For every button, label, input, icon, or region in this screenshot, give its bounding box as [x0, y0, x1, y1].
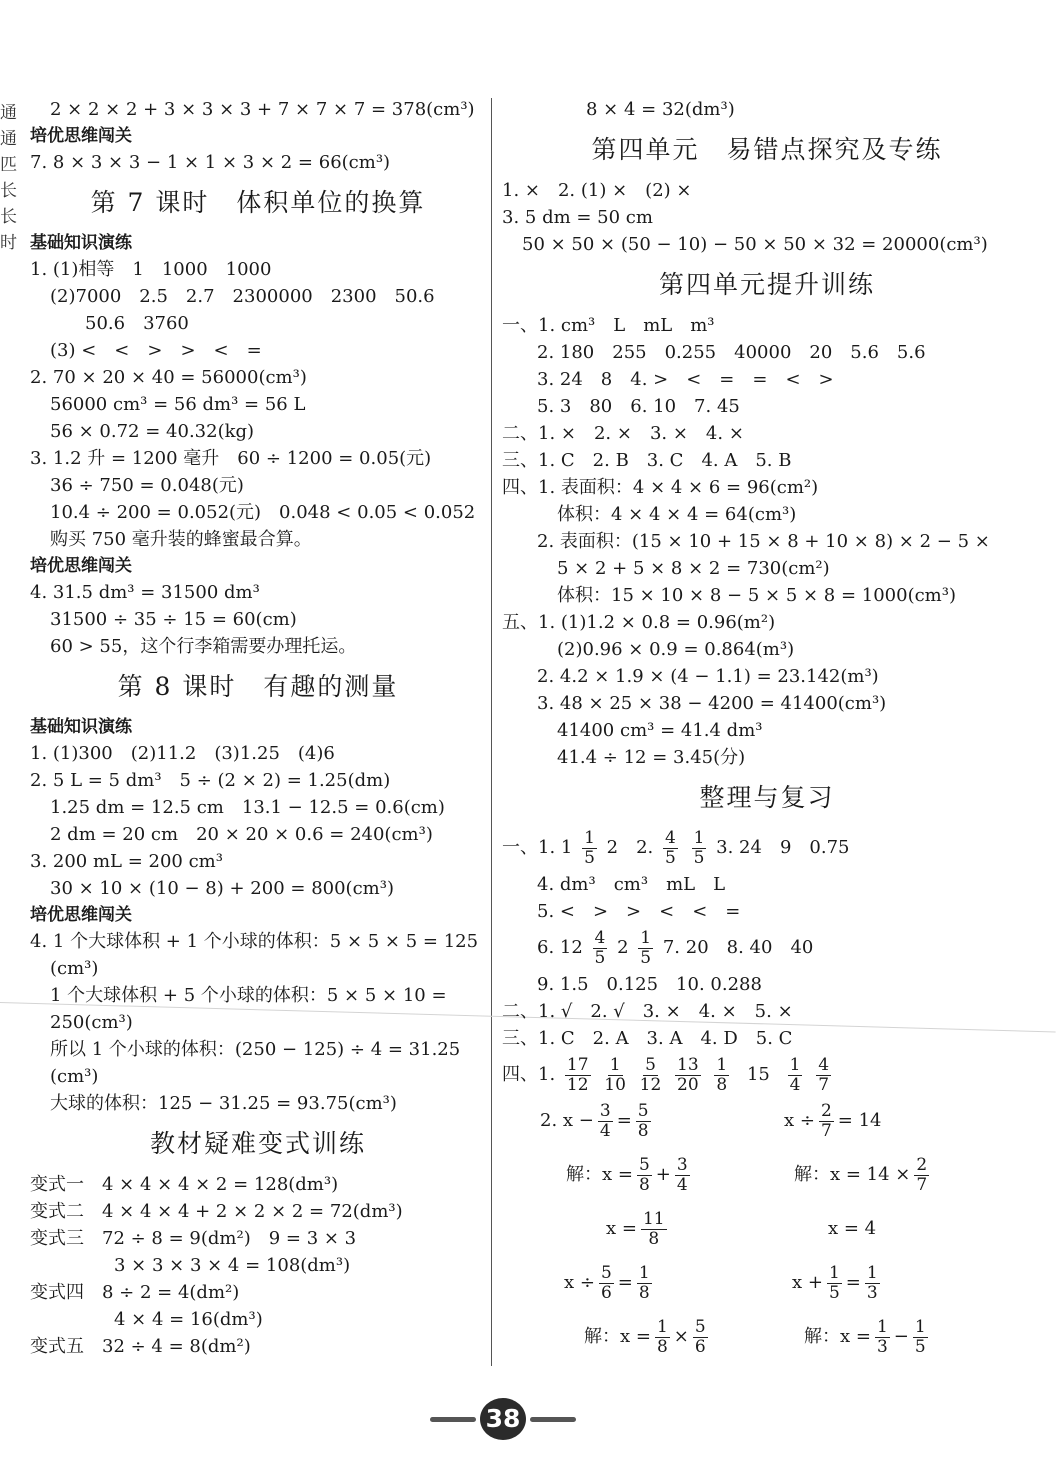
section-heading: 第 7 课时 体积单位的换算: [90, 188, 426, 217]
review-row-1: [502, 825, 1032, 871]
ornament-left: [430, 1417, 476, 1422]
review-answers: [502, 825, 1032, 1360]
denominator: 4: [599, 1120, 611, 1141]
eq-text: −: [893, 1326, 909, 1347]
page-number: 38: [480, 1398, 526, 1440]
review-row-7: 三、1. C 2. A 3. A 4. D 5. C: [502, 1028, 793, 1049]
answer-line: 2. 表面积：(15 × 10 + 15 × 8 + 10 × 8) × 2 − 5 ×: [537, 531, 990, 552]
numerator: 5: [638, 1154, 650, 1175]
answer-line: 3. 48 × 25 × 38 − 4200 = 41400(cm³): [537, 693, 887, 714]
section-heading: 教材疑难变式训练: [149, 1129, 366, 1158]
equation-right: x = 4: [828, 1218, 877, 1239]
answer-line: 2. 5 L = 5 dm³ 5 ÷ (2 × 2) = 1.25(dm): [30, 770, 391, 791]
answer-line: 8 × 4 = 32(dm³): [586, 99, 735, 120]
denominator: 7: [820, 1120, 832, 1141]
fraction: [693, 1318, 708, 1357]
fraction: [582, 829, 597, 868]
fraction: [675, 1156, 690, 1195]
equation-left: [564, 1260, 656, 1306]
answer-line: 二、1. × 2. × 3. × 4. ×: [502, 423, 744, 444]
answer-line: 1.25 dm = 12.5 cm 13.1 − 12.5 = 0.6(cm): [50, 797, 445, 818]
answer-line: 41.4 ÷ 12 = 3.45(分): [557, 747, 746, 768]
answer-line: 体积：4 × 4 × 4 = 64(cm³): [557, 504, 797, 525]
answer-line: 3. 200 mL = 200 cm³: [30, 851, 223, 872]
numerator: 1: [828, 1262, 840, 1283]
review-row-6: 二、1. √ 2. √ 3. × 4. × 5. ×: [502, 1001, 793, 1022]
answer-line: 3. 1.2 升 = 1200 毫升 60 ÷ 1200 = 0.05(元): [30, 448, 432, 469]
eq-text: ×: [673, 1326, 689, 1347]
numerator: 2: [916, 1154, 928, 1175]
review-row-4: [502, 925, 1032, 971]
answer-line: 变式四 8 ÷ 2 = 4(dm²): [30, 1282, 240, 1303]
numerator: 1: [656, 1316, 668, 1337]
equation-row-1: [502, 1098, 1032, 1144]
answer-line: 10.4 ÷ 200 = 0.052(元) 0.048 < 0.05 < 0.052: [50, 502, 476, 523]
answer-text: 3. 24 9 0.75: [716, 837, 850, 858]
answer-line: 4. 1 个大球体积 + 1 个小球的体积：5 × 5 × 5 = 125: [30, 931, 479, 952]
equation-left: [584, 1314, 712, 1360]
denominator: 8: [656, 1336, 668, 1357]
eq-text: =: [845, 1272, 861, 1293]
eq-text: x ÷: [784, 1110, 815, 1131]
answer-line: 1 个大球体积 + 5 个小球的体积：5 × 5 × 10 =: [50, 985, 447, 1006]
answer-line: 大球的体积：125 − 31.25 = 93.75(cm³): [50, 1093, 397, 1114]
denominator: 4: [789, 1074, 801, 1095]
numerator: 1: [914, 1316, 926, 1337]
equation-row-5: [502, 1314, 1032, 1360]
answer-line: 2. 180 255 0.255 40000 20 5.6 5.6: [537, 342, 926, 363]
equation-left: [540, 1098, 655, 1144]
fraction: [565, 1056, 591, 1095]
equation-right: [794, 1152, 933, 1198]
answer-line: 所以 1 个小球的体积：(250 − 125) ÷ 4 = 31.25: [50, 1039, 461, 1060]
denominator: 5: [594, 947, 606, 968]
answer-line: 2 × 2 × 2 + 3 × 3 × 3 + 7 × 7 × 7 = 378(cm³): [50, 99, 475, 120]
equation-row-4: [502, 1260, 1032, 1306]
eq-text: +: [655, 1164, 671, 1185]
numerator: 1: [866, 1262, 878, 1283]
answer-text: 15: [746, 1064, 770, 1085]
numerator: 4: [665, 827, 676, 848]
section-heading: 第 8 课时 有趣的测量: [117, 672, 399, 701]
answer-line: 体积：15 × 10 × 8 − 5 × 5 × 8 = 1000(cm³): [557, 585, 956, 606]
answer-line: 1. (1)相等 1 1000 1000: [30, 259, 272, 280]
review-row-3: 5. < > > < < =: [537, 901, 741, 922]
answer-line: 5. 3 80 6. 10 7. 45: [537, 396, 740, 417]
answer-line: 50 × 50 × (50 − 10) − 50 × 50 × 32 = 20000(cm³): [522, 234, 988, 255]
subsection-label: 培优思维闯关: [30, 556, 132, 576]
right-column: [502, 96, 1032, 1360]
answer-line: 变式二 4 × 4 × 4 + 2 × 2 × 2 = 72(dm³): [30, 1201, 403, 1222]
eq-text: 2. x −: [540, 1110, 594, 1131]
section-heading: 第四单元 易错点探究及专练: [591, 135, 943, 164]
answer-line: 3. 24 8 4. > < = = < >: [537, 369, 834, 390]
fraction: [655, 1318, 670, 1357]
denominator: 5: [828, 1282, 840, 1303]
ornament-right: [530, 1417, 576, 1422]
fraction: [638, 929, 653, 968]
denominator: 8: [638, 1282, 650, 1303]
subsection-label: 培优思维闯关: [30, 126, 132, 146]
answer-line: 31500 ÷ 35 ÷ 15 = 60(cm): [50, 609, 297, 630]
answer-line: 购买 750 毫升装的蜂蜜最合算。: [50, 529, 312, 550]
fraction: [641, 1210, 667, 1249]
answer-line: 1. × 2. (1) × (2) ×: [502, 180, 692, 201]
answer-text: 一、1. 1: [502, 837, 573, 858]
answer-line: 2. 4.2 × 1.9 × (4 − 1.1) = 23.142(m³): [537, 666, 879, 687]
fraction: [875, 1318, 890, 1357]
eq-text: =: [617, 1272, 633, 1293]
answer-line: (cm³): [50, 1066, 99, 1087]
eq-text: = 14: [837, 1110, 882, 1131]
fraction: [914, 1156, 929, 1195]
answer-line: 4 × 4 = 16(dm³): [114, 1309, 263, 1330]
fraction: [816, 1056, 831, 1095]
fraction: [637, 1156, 652, 1195]
denominator: 12: [639, 1074, 662, 1095]
numerator: 5: [694, 1316, 706, 1337]
answer-text: 2: [617, 937, 629, 958]
fraction: [714, 1056, 729, 1095]
denominator: 5: [693, 847, 705, 868]
numerator: 17: [566, 1054, 589, 1075]
answer-line: (3) < < > > < =: [50, 340, 262, 361]
answer-line: (2)0.96 × 0.9 = 0.864(m³): [557, 639, 795, 660]
section-heading: 第四单元提升训练: [658, 270, 875, 299]
eq-text: 解：x =: [804, 1326, 871, 1347]
answer-line: (cm³): [50, 958, 99, 979]
fraction: [604, 1056, 626, 1095]
eq-text: 解：x =: [584, 1326, 651, 1347]
numerator: 5: [637, 1100, 649, 1121]
numerator: 5: [600, 1262, 612, 1283]
answer-text: 2 2.: [606, 837, 654, 858]
answer-line: 三、1. C 2. B 3. C 4. A 5. B: [502, 450, 792, 471]
answer-line: 2. 70 × 20 × 40 = 56000(cm³): [30, 367, 307, 388]
numerator: 3: [676, 1154, 688, 1175]
column-divider: [491, 98, 492, 1366]
fraction: [788, 1056, 803, 1095]
denominator: 10: [604, 1074, 626, 1095]
numerator: 5: [645, 1054, 656, 1075]
numerator: 3: [599, 1100, 611, 1121]
answer-line: 变式一 4 × 4 × 4 × 2 = 128(dm³): [30, 1174, 339, 1195]
answer-text: 7. 20 8. 40 40: [662, 937, 814, 958]
denominator: 5: [640, 947, 652, 968]
eq-text: x +: [792, 1272, 823, 1293]
denominator: 5: [665, 847, 676, 868]
eq-text: 解：x =: [566, 1164, 633, 1185]
fraction: [636, 1102, 651, 1141]
denominator: 12: [566, 1074, 589, 1095]
answer-line: 7. 8 × 3 × 3 − 1 × 1 × 3 × 2 = 66(cm³): [30, 152, 391, 173]
numerator: 1: [638, 1262, 650, 1283]
fraction: [593, 929, 608, 968]
numerator: 11: [642, 1208, 665, 1229]
review-row-5: 9. 1.5 0.125 10. 0.288: [537, 974, 762, 995]
denominator: 8: [638, 1174, 650, 1195]
review-row-8: [502, 1052, 1032, 1098]
numerator: 1: [789, 1054, 801, 1075]
answer-line: 3. 5 dm = 50 cm: [502, 207, 653, 228]
fraction: [675, 1056, 701, 1095]
answer-line: 2 dm = 20 cm 20 × 20 × 0.6 = 240(cm³): [50, 824, 433, 845]
numerator: 1: [609, 1054, 621, 1075]
equation-right: [804, 1314, 932, 1360]
answer-line: 56000 cm³ = 56 dm³ = 56 L: [50, 394, 306, 415]
numerator: 1: [584, 827, 595, 848]
denominator: 7: [818, 1074, 830, 1095]
answer-line: 41400 cm³ = 41.4 dm³: [557, 720, 763, 741]
eq-text: x =: [606, 1218, 637, 1239]
subsection-label: 基础知识演练: [30, 717, 132, 737]
equation-right: [784, 1098, 882, 1144]
fraction: [865, 1264, 880, 1303]
answer-line: 36 ÷ 750 = 0.048(元): [50, 475, 244, 496]
subsection-label: 培优思维闯关: [30, 905, 132, 925]
answer-text: 6. 12: [537, 937, 583, 958]
right-column-text: [502, 96, 1032, 825]
fraction: [819, 1102, 834, 1141]
answer-line: 变式三 72 ÷ 8 = 9(dm²) 9 = 3 × 3: [30, 1228, 357, 1249]
equation-row-3: [502, 1206, 1032, 1252]
denominator: 3: [876, 1336, 888, 1357]
answer-line: 3 × 3 × 3 × 4 = 108(dm³): [114, 1255, 351, 1276]
denominator: 5: [584, 847, 595, 868]
numerator: 4: [594, 927, 606, 948]
numerator: 4: [818, 1054, 830, 1075]
denominator: 20: [677, 1074, 699, 1095]
answer-line: 五、1. (1)1.2 × 0.8 = 0.96(m²): [502, 612, 776, 633]
fraction: [640, 1056, 662, 1095]
answer-line: 56 × 0.72 = 40.32(kg): [50, 421, 255, 442]
denominator: 8: [716, 1074, 728, 1095]
answer-text: 四、1.: [502, 1064, 556, 1085]
numerator: 1: [693, 827, 705, 848]
answer-line: 一、1. cm³ L mL m³: [502, 315, 715, 336]
answer-line: 50.6 3760: [85, 313, 189, 334]
denominator: 7: [916, 1174, 928, 1195]
answer-line: 250(cm³): [50, 1012, 133, 1033]
answer-line: 30 × 10 × (10 − 8) + 200 = 800(cm³): [50, 878, 394, 899]
denominator: 8: [648, 1228, 660, 1249]
answer-line: (2)7000 2.5 2.7 2300000 2300 50.6: [50, 286, 435, 307]
answer-line: 变式五 32 ÷ 4 = 8(dm²): [30, 1336, 251, 1357]
answer-line: 5 × 2 + 5 × 8 × 2 = 730(cm²): [557, 558, 830, 579]
numerator: 1: [876, 1316, 888, 1337]
answer-line: 1. (1)300 (2)11.2 (3)1.25 (4)6: [30, 743, 335, 764]
subsection-label: 基础知识演练: [30, 233, 132, 253]
review-row-2: 4. dm³ cm³ mL L: [537, 874, 726, 895]
fraction: [827, 1264, 842, 1303]
eq-text: =: [616, 1110, 632, 1131]
adjacent-page-fragment: 通 通 匹 长 长 时: [0, 103, 17, 253]
equation-left: [566, 1152, 694, 1198]
equation-row-2: [502, 1152, 1032, 1198]
answer-line: 4. 31.5 dm³ = 31500 dm³: [30, 582, 260, 603]
fraction: [692, 829, 707, 868]
numerator: 1: [716, 1054, 728, 1075]
denominator: 5: [914, 1336, 926, 1357]
equation-left: [606, 1206, 671, 1252]
fraction: [598, 1102, 613, 1141]
numerator: 13: [677, 1054, 699, 1075]
numerator: 2: [820, 1100, 832, 1121]
numerator: 1: [640, 927, 652, 948]
fraction: [663, 829, 678, 868]
section-heading: 整理与复习: [699, 783, 835, 812]
fraction: [913, 1318, 928, 1357]
answer-line: 60 > 55，这个行李箱需要办理托运。: [50, 636, 357, 657]
denominator: 3: [866, 1282, 878, 1303]
denominator: 6: [694, 1336, 706, 1357]
answer-line: 四、1. 表面积：4 × 4 × 6 = 96(cm²): [502, 477, 819, 498]
eq-text: x ÷: [564, 1272, 595, 1293]
fraction: [599, 1264, 614, 1303]
denominator: 6: [600, 1282, 612, 1303]
equation-right: [792, 1260, 884, 1306]
left-column: [30, 96, 486, 1360]
eq-text: 解：x = 14 ×: [794, 1164, 911, 1185]
denominator: 8: [637, 1120, 649, 1141]
denominator: 4: [676, 1174, 688, 1195]
fraction: [637, 1264, 652, 1303]
